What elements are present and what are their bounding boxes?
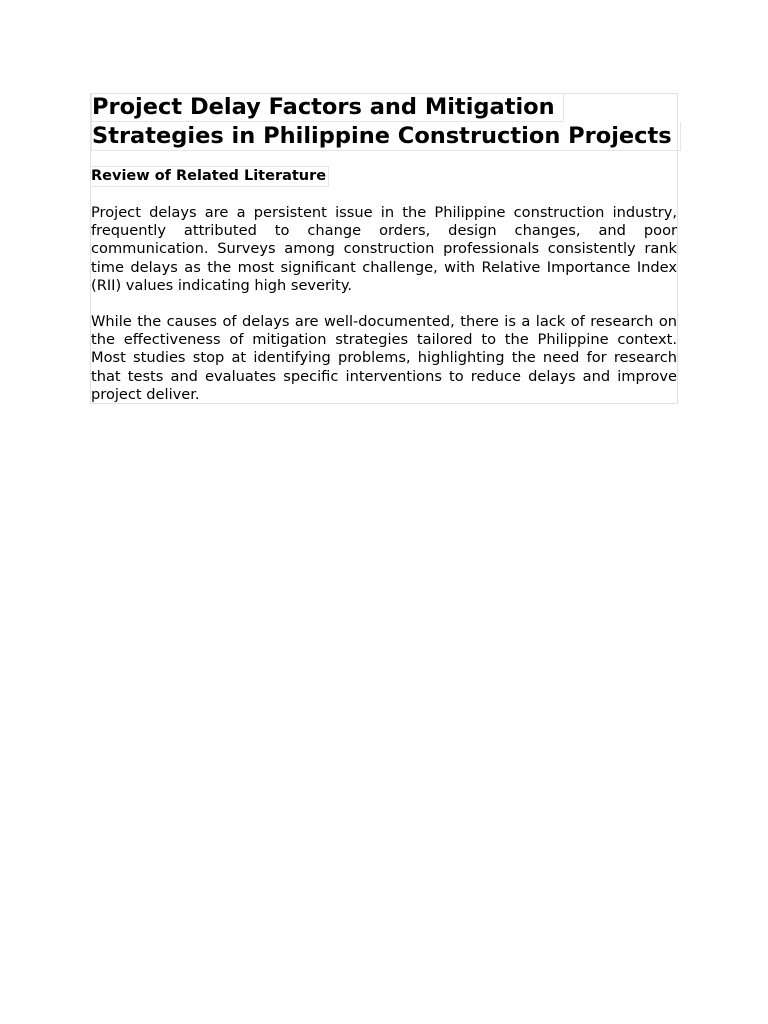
- title-line-2: Strategies in Philippine Construction Projects: [91, 122, 681, 151]
- document-title: [91, 93, 675, 151]
- title-line-1: Project Delay Factors and Mitigation: [91, 93, 564, 122]
- section-heading: Review of Related Literature: [90, 166, 329, 187]
- body-paragraph-2: While the causes of delays are well-documented, there is a lack of research on the effectiveness of mitigation strategies tailored to the Philippine context. Most studies stop at identifying problems, highlighting the need for research that tests and evaluates specific interventions to reduce delays and improve project deliver.: [91, 313, 677, 403]
- body-paragraph-1: Project delays are a persistent issue in the Philippine construction industry, frequently attributed to change orders, design changes, and poor communication. Surveys among construction professionals consistently rank time delays as the most significant challenge, with Relative Importance Index (RII) values indicating high severity.: [91, 204, 677, 294]
